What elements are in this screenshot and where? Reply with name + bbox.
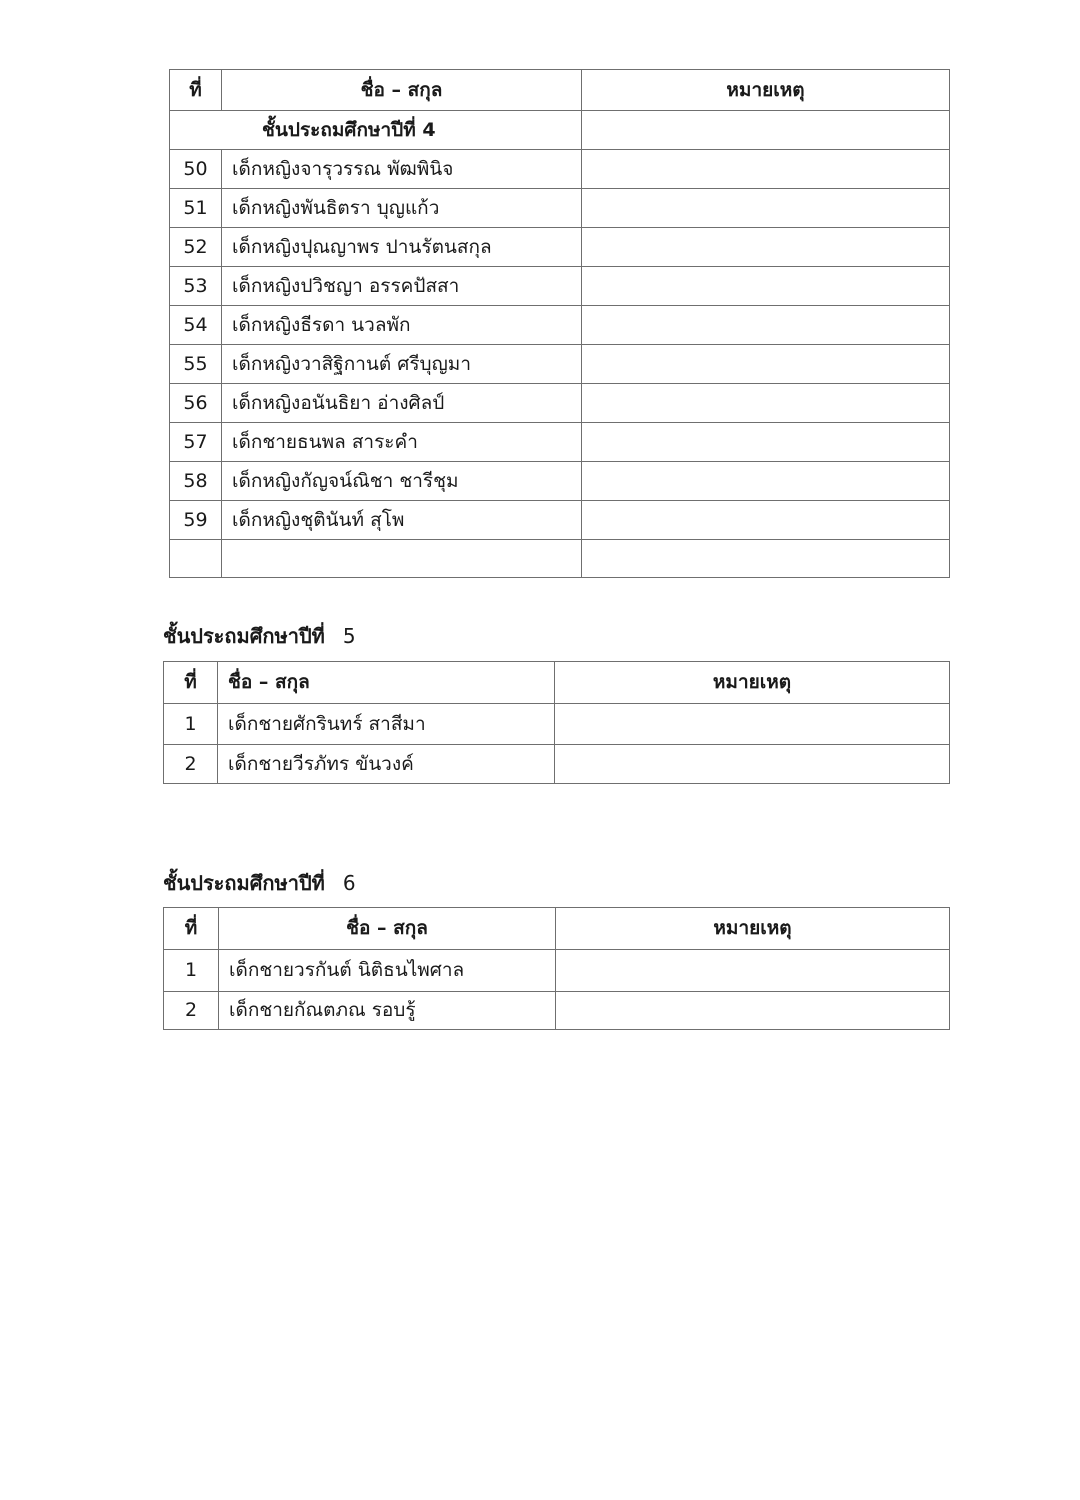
note-cell: [582, 150, 950, 189]
note-cell: [556, 992, 950, 1030]
table-row: [170, 306, 950, 345]
note-cell: [582, 267, 950, 306]
table-row: [164, 950, 950, 992]
row-name: เด็กชายวีรภัทร ขันวงค์: [218, 745, 555, 784]
grade6-heading-number: 6: [342, 871, 356, 895]
note-cell: [555, 704, 950, 745]
table-row: [164, 745, 950, 784]
row-name: เด็กชายศักรินทร์ สาสีมา: [218, 704, 555, 745]
row-name: เด็กหญิงปวิชญา อรรคปัสสา: [222, 267, 582, 306]
row-no: 55: [170, 345, 222, 384]
row-no: 2: [164, 992, 219, 1030]
row-no: 58: [170, 462, 222, 501]
row-name: เด็กชายวรกันต์ นิติธนไพศาล: [219, 950, 556, 992]
table-row-empty: [170, 540, 950, 578]
grade4-subheading: ชั้นประถมศึกษาปีที่ 4: [170, 111, 582, 150]
table-row: [164, 992, 950, 1030]
row-name: เด็กหญิงธีรดา นวลพัก: [222, 306, 582, 345]
row-no: 57: [170, 423, 222, 462]
note-cell: [556, 950, 950, 992]
row-name: เด็กชายธนพล สาระคำ: [222, 423, 582, 462]
row-name: เด็กหญิงปุณญาพร ปานรัตนสกุล: [222, 228, 582, 267]
table-row: [170, 228, 950, 267]
grade5-heading: [163, 626, 356, 646]
row-no: 56: [170, 384, 222, 423]
row-no: 54: [170, 306, 222, 345]
note-cell: [582, 228, 950, 267]
row-name: เด็กหญิงอนันธิยา อ่างศิลป์: [222, 384, 582, 423]
note-cell: [582, 462, 950, 501]
grade4-table: [169, 69, 950, 578]
header-note: หมายเหตุ: [555, 662, 950, 704]
table-row: [170, 462, 950, 501]
table-row: [170, 384, 950, 423]
row-no: [170, 540, 222, 578]
row-name: เด็กหญิงชุตินันท์ สุโพ: [222, 501, 582, 540]
row-no: 51: [170, 189, 222, 228]
grade6-heading: [163, 873, 356, 893]
row-no: 2: [164, 745, 218, 784]
grade5-heading-text: ชั้นประถมศึกษาปีที่: [163, 624, 325, 648]
table-header-row: [170, 70, 950, 111]
grade5-heading-number: 5: [342, 624, 356, 648]
grade6-heading-text: ชั้นประถมศึกษาปีที่: [163, 871, 325, 895]
row-name: เด็กหญิงวาสิฐิกานต์ ศรีบุญมา: [222, 345, 582, 384]
row-no: 50: [170, 150, 222, 189]
table-row: [170, 345, 950, 384]
row-name: เด็กหญิงพันธิตรา บุญแก้ว: [222, 189, 582, 228]
note-cell: [555, 745, 950, 784]
header-name: ชื่อ – สกุล: [218, 662, 555, 704]
table-row: [170, 423, 950, 462]
table-row: [170, 150, 950, 189]
header-no: ที่: [164, 662, 218, 704]
grade6-table: [163, 907, 950, 1030]
table-header-row: [164, 662, 950, 704]
note-cell: [582, 345, 950, 384]
note-cell: [582, 189, 950, 228]
row-no: 52: [170, 228, 222, 267]
header-no: ที่: [170, 70, 222, 111]
row-name: [222, 540, 582, 578]
table-row: [170, 189, 950, 228]
note-cell: [582, 423, 950, 462]
note-cell: [582, 384, 950, 423]
row-no: 1: [164, 950, 219, 992]
row-no: 59: [170, 501, 222, 540]
header-note: หมายเหตุ: [556, 908, 950, 950]
row-no: 53: [170, 267, 222, 306]
row-name: เด็กหญิงจารุวรรณ พัฒพินิจ: [222, 150, 582, 189]
header-no: ที่: [164, 908, 219, 950]
note-cell: [582, 111, 950, 150]
note-cell: [582, 306, 950, 345]
row-name: เด็กหญิงกัญจน์ณิชา ชารีชุม: [222, 462, 582, 501]
grade5-table: [163, 661, 950, 784]
table-row: [164, 704, 950, 745]
note-cell: [582, 501, 950, 540]
header-name: ชื่อ – สกุล: [219, 908, 556, 950]
note-cell: [582, 540, 950, 578]
table-row: [170, 267, 950, 306]
table-row: [170, 501, 950, 540]
header-name: ชื่อ – สกุล: [222, 70, 582, 111]
row-no: 1: [164, 704, 218, 745]
table-header-row: [164, 908, 950, 950]
subheading-row: [170, 111, 950, 150]
header-note: หมายเหตุ: [582, 70, 950, 111]
row-name: เด็กชายกัณตภณ รอบรู้: [219, 992, 556, 1030]
